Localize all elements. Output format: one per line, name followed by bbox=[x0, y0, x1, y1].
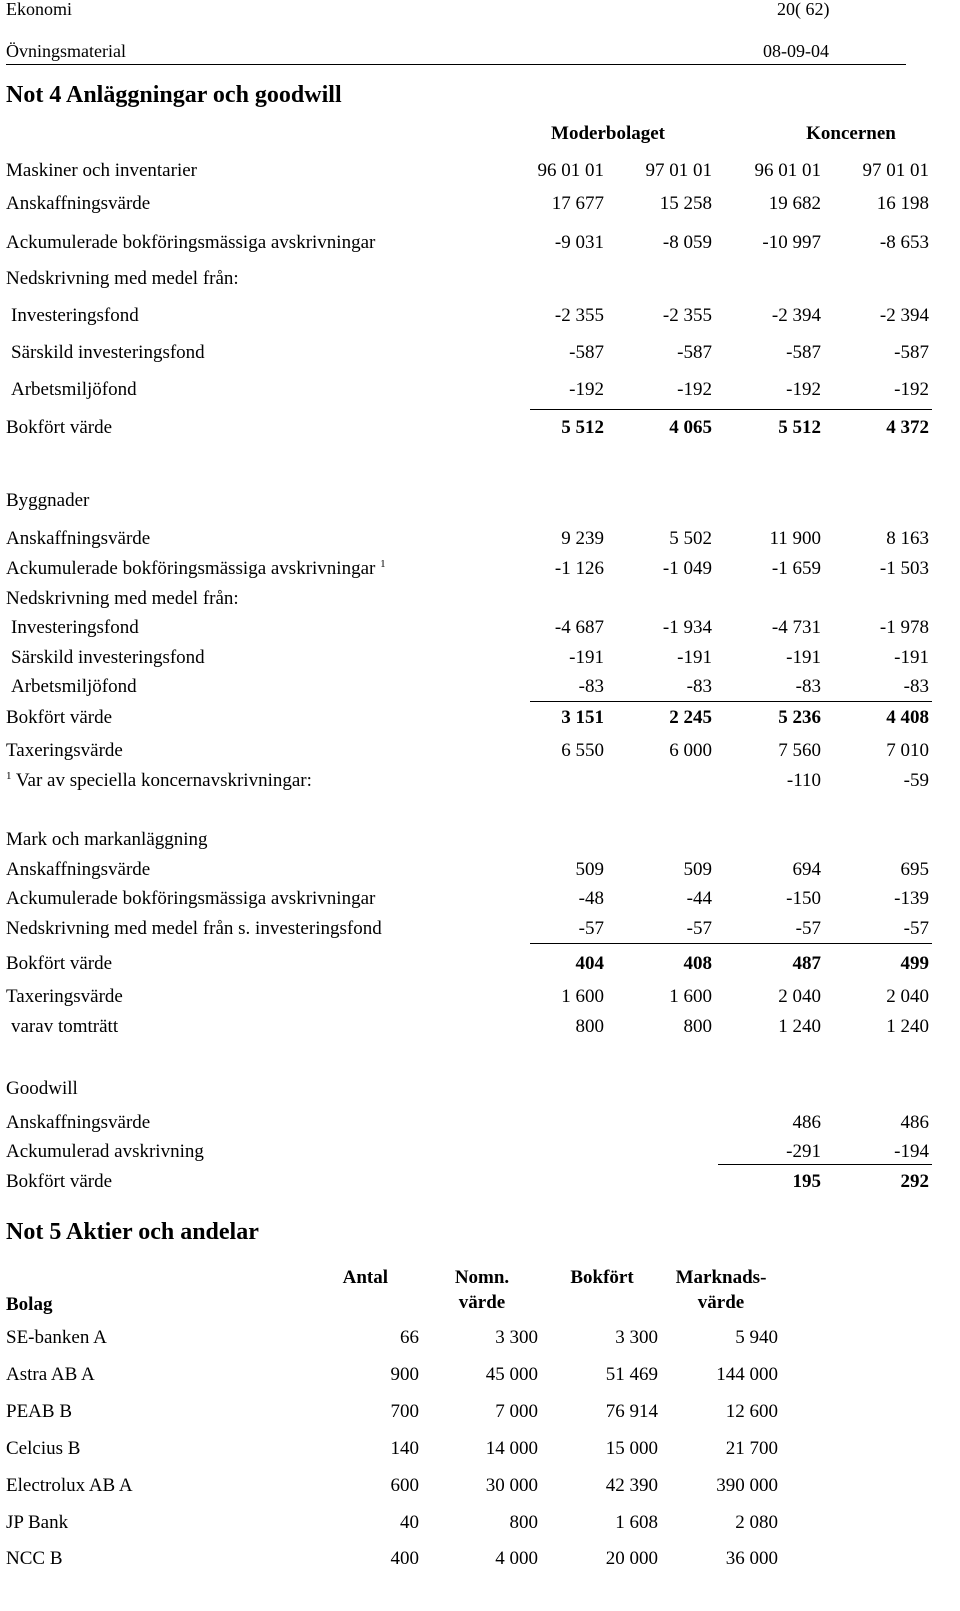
note4-title: Not 4 Anläggningar och goodwill bbox=[6, 82, 342, 108]
mark-cell: 1 600 bbox=[669, 986, 712, 1007]
mark-cell: 509 bbox=[575, 859, 604, 880]
mark-row-label: Taxeringsvärde bbox=[6, 986, 123, 1007]
maskiner-cell: -2 394 bbox=[879, 305, 929, 326]
mark-cell: 694 bbox=[792, 859, 821, 880]
mark-cell: -139 bbox=[894, 888, 929, 909]
byggnader-cell: 11 900 bbox=[769, 528, 821, 549]
maskiner-cell: -587 bbox=[786, 342, 821, 363]
stock-marknadsvarde: 36 000 bbox=[725, 1548, 778, 1569]
stock-marknadsvarde: 5 940 bbox=[735, 1327, 778, 1348]
byggnader-row-label: Särskild investeringsfond bbox=[11, 647, 205, 668]
goodwill-row-label: Ackumulerad avskrivning bbox=[6, 1141, 204, 1162]
maskiner-cell: 17 677 bbox=[551, 193, 604, 214]
stock-nomn-varde: 30 000 bbox=[485, 1475, 538, 1496]
byggnader-cell: -1 503 bbox=[879, 558, 929, 579]
maskiner-cell: 16 198 bbox=[876, 193, 929, 214]
mark-cell: 404 bbox=[575, 953, 604, 974]
mark-sum-rule bbox=[530, 943, 932, 944]
col-header-bolag: Bolag bbox=[6, 1294, 53, 1315]
byggnader-cell: -191 bbox=[894, 647, 929, 668]
group-header-moderbolaget: Moderbolaget bbox=[551, 123, 665, 144]
goodwill-cell: -194 bbox=[894, 1141, 929, 1162]
byggnader-cell: 9 239 bbox=[561, 528, 604, 549]
maskiner-row-label: Bokfört värde bbox=[6, 417, 113, 438]
maskiner-row-label: Nedskrivning med medel från: bbox=[6, 268, 239, 289]
byggnader-cell: 6 000 bbox=[669, 740, 712, 761]
mark-cell: -57 bbox=[903, 918, 929, 939]
col-header-nomn-line1: Nomn. bbox=[454, 1267, 510, 1288]
mark-cell: -44 bbox=[686, 888, 712, 909]
stock-name: Electrolux AB A bbox=[6, 1475, 133, 1496]
byggnader-sum-rule bbox=[530, 701, 932, 702]
byggnader-heading: Byggnader bbox=[6, 490, 90, 511]
stock-name: NCC B bbox=[6, 1548, 63, 1569]
mark-cell: -57 bbox=[686, 918, 712, 939]
stock-nomn-varde: 14 000 bbox=[485, 1438, 538, 1459]
byggnader-cell: 5 236 bbox=[778, 707, 821, 728]
mark-cell: 2 040 bbox=[886, 986, 929, 1007]
stock-antal: 600 bbox=[390, 1475, 419, 1496]
goodwill-cell: 486 bbox=[900, 1112, 929, 1133]
stock-bokfort: 15 000 bbox=[605, 1438, 658, 1459]
maskiner-cell: 4 372 bbox=[886, 417, 929, 438]
maskiner-cell: 5 512 bbox=[561, 417, 604, 438]
header-divider bbox=[6, 64, 906, 65]
maskiner-cell: -192 bbox=[786, 379, 821, 400]
goodwill-cell: -291 bbox=[786, 1141, 821, 1162]
stock-name: Celcius B bbox=[6, 1438, 81, 1459]
footnote-text: Var av speciella koncernavskrivningar: bbox=[15, 770, 312, 791]
byggnader-row-label: Nedskrivning med medel från: bbox=[6, 588, 239, 609]
mark-cell: -57 bbox=[578, 918, 604, 939]
maskiner-cell: 4 065 bbox=[669, 417, 712, 438]
maskiner-cell: 5 512 bbox=[778, 417, 821, 438]
byggnader-cell: 8 163 bbox=[886, 528, 929, 549]
stock-bokfort: 20 000 bbox=[605, 1548, 658, 1569]
byggnader-footnote-cell: -59 bbox=[903, 770, 929, 791]
stock-bokfort: 42 390 bbox=[605, 1475, 658, 1496]
footnote-marker: 1 bbox=[380, 558, 386, 570]
byggnader-cell: -191 bbox=[677, 647, 712, 668]
byggnader-cell: -4 687 bbox=[554, 617, 604, 638]
byggnader-footnote-label bbox=[6, 771, 312, 790]
stock-marknadsvarde: 21 700 bbox=[725, 1438, 778, 1459]
maskiner-cell: -2 355 bbox=[554, 305, 604, 326]
stock-antal: 66 bbox=[400, 1327, 419, 1348]
mark-cell: 800 bbox=[575, 1016, 604, 1037]
byggnader-cell: -1 978 bbox=[879, 617, 929, 638]
maskiner-cell: -8 653 bbox=[879, 232, 929, 253]
maskiner-date-header: 97 01 01 bbox=[645, 160, 712, 181]
byggnader-cell: -1 659 bbox=[771, 558, 821, 579]
maskiner-cell: 15 258 bbox=[659, 193, 712, 214]
col-header-nomn-line2: värde bbox=[458, 1292, 506, 1313]
maskiner-cell: 19 682 bbox=[768, 193, 821, 214]
stock-marknadsvarde: 390 000 bbox=[716, 1475, 778, 1496]
mark-cell: 487 bbox=[792, 953, 821, 974]
maskiner-sum-rule bbox=[530, 409, 932, 410]
stock-bokfort: 3 300 bbox=[615, 1327, 658, 1348]
maskiner-heading: Maskiner och inventarier bbox=[6, 160, 197, 181]
group-header-koncernen: Koncernen bbox=[806, 123, 896, 144]
maskiner-cell: -192 bbox=[894, 379, 929, 400]
maskiner-row-label: Anskaffningsvärde bbox=[6, 193, 151, 214]
stock-marknadsvarde: 2 080 bbox=[735, 1512, 778, 1533]
byggnader-cell: -83 bbox=[686, 676, 712, 697]
byggnader-cell: -191 bbox=[569, 647, 604, 668]
col-header-bokfort: Bokfört bbox=[570, 1267, 634, 1288]
maskiner-cell: -587 bbox=[677, 342, 712, 363]
maskiner-row-label: Investeringsfond bbox=[11, 305, 139, 326]
maskiner-cell: -2 355 bbox=[662, 305, 712, 326]
goodwill-heading: Goodwill bbox=[6, 1078, 78, 1099]
col-header-antal: Antal bbox=[342, 1267, 388, 1288]
goodwill-row-label: Anskaffningsvärde bbox=[6, 1112, 151, 1133]
byggnader-cell: -1 934 bbox=[662, 617, 712, 638]
byggnader-cell: -83 bbox=[578, 676, 604, 697]
footnote-marker: 1 bbox=[6, 770, 12, 782]
maskiner-cell: -192 bbox=[677, 379, 712, 400]
maskiner-cell: -587 bbox=[569, 342, 604, 363]
byggnader-row-label: Bokfört värde bbox=[6, 707, 113, 728]
mark-cell: 509 bbox=[683, 859, 712, 880]
maskiner-date-header: 96 01 01 bbox=[537, 160, 604, 181]
stock-name: SE-banken A bbox=[6, 1327, 107, 1348]
byggnader-cell: 7 010 bbox=[886, 740, 929, 761]
goodwill-cell: 195 bbox=[792, 1171, 821, 1192]
stock-bokfort: 51 469 bbox=[605, 1364, 658, 1385]
mark-heading: Mark och markanläggning bbox=[6, 829, 208, 850]
maskiner-cell: -8 059 bbox=[662, 232, 712, 253]
byggnader-row-label: Anskaffningsvärde bbox=[6, 528, 151, 549]
mark-row-label: Ackumulerade bokföringsmässiga avskrivningar bbox=[6, 888, 376, 909]
note5-title: Not 5 Aktier och andelar bbox=[6, 1219, 259, 1245]
byggnader-cell: 7 560 bbox=[778, 740, 821, 761]
mark-row-label: Bokfört värde bbox=[6, 953, 113, 974]
stock-antal: 700 bbox=[390, 1401, 419, 1422]
mark-cell: 695 bbox=[900, 859, 929, 880]
mark-cell: -48 bbox=[578, 888, 604, 909]
byggnader-cell: 3 151 bbox=[561, 707, 604, 728]
header-subject: Ekonomi bbox=[6, 0, 72, 19]
stock-marknadsvarde: 12 600 bbox=[725, 1401, 778, 1422]
stock-name: PEAB B bbox=[6, 1401, 72, 1422]
mark-row-label: Nedskrivning med medel från s. investeringsfond bbox=[6, 918, 382, 939]
stock-name: Astra AB A bbox=[6, 1364, 95, 1385]
col-header-marknad-line2: värde bbox=[697, 1292, 745, 1313]
mark-cell: 2 040 bbox=[778, 986, 821, 1007]
maskiner-row-label: Ackumulerade bokföringsmässiga avskrivningar bbox=[6, 232, 376, 253]
stock-marknadsvarde: 144 000 bbox=[716, 1364, 778, 1385]
maskiner-date-header: 96 01 01 bbox=[754, 160, 821, 181]
stock-antal: 900 bbox=[390, 1364, 419, 1385]
goodwill-cell: 486 bbox=[792, 1112, 821, 1133]
mark-cell: 499 bbox=[900, 953, 929, 974]
byggnader-cell: -83 bbox=[903, 676, 929, 697]
mark-cell: -150 bbox=[786, 888, 821, 909]
stock-nomn-varde: 7 000 bbox=[495, 1401, 538, 1422]
maskiner-cell: -10 997 bbox=[762, 232, 821, 253]
stock-name: JP Bank bbox=[6, 1512, 69, 1533]
mark-cell: 1 240 bbox=[886, 1016, 929, 1037]
byggnader-row-label: Ackumulerade bokföringsmässiga avskrivningar $^1$ bbox=[6, 558, 386, 579]
stock-antal: 140 bbox=[390, 1438, 419, 1459]
byggnader-cell: -1 126 bbox=[554, 558, 604, 579]
mark-cell: 800 bbox=[683, 1016, 712, 1037]
goodwill-sum-rule bbox=[718, 1164, 932, 1165]
byggnader-cell: -83 bbox=[795, 676, 821, 697]
mark-cell: 1 240 bbox=[778, 1016, 821, 1037]
stock-nomn-varde: 3 300 bbox=[495, 1327, 538, 1348]
header-page-number: 20( 62) bbox=[777, 0, 830, 19]
byggnader-cell: -4 731 bbox=[771, 617, 821, 638]
maskiner-cell: -2 394 bbox=[771, 305, 821, 326]
mark-row-label: varav tomträtt bbox=[11, 1016, 119, 1037]
mark-cell: 408 bbox=[683, 953, 712, 974]
byggnader-cell: 2 245 bbox=[669, 707, 712, 728]
byggnader-footnote-cell: -110 bbox=[786, 770, 821, 791]
byggnader-cell: 4 408 bbox=[886, 707, 929, 728]
header-date: 08-09-04 bbox=[763, 41, 829, 61]
stock-nomn-varde: 45 000 bbox=[485, 1364, 538, 1385]
byggnader-cell: -1 049 bbox=[662, 558, 712, 579]
byggnader-row-label: Arbetsmiljöfond bbox=[11, 676, 137, 697]
maskiner-cell: -192 bbox=[569, 379, 604, 400]
col-header-marknad-line1: Marknads- bbox=[675, 1267, 767, 1288]
mark-row-label: Anskaffningsvärde bbox=[6, 859, 151, 880]
stock-antal: 40 bbox=[400, 1512, 419, 1533]
stock-bokfort: 1 608 bbox=[615, 1512, 658, 1533]
stock-nomn-varde: 800 bbox=[509, 1512, 538, 1533]
goodwill-row-label: Bokfört värde bbox=[6, 1171, 113, 1192]
maskiner-cell: -587 bbox=[894, 342, 929, 363]
mark-cell: -57 bbox=[795, 918, 821, 939]
byggnader-cell: -191 bbox=[786, 647, 821, 668]
byggnader-cell: 5 502 bbox=[669, 528, 712, 549]
maskiner-cell: -9 031 bbox=[554, 232, 604, 253]
byggnader-row-label: Taxeringsvärde bbox=[6, 740, 123, 761]
header-material: Övningsmaterial bbox=[6, 41, 126, 61]
mark-cell: 1 600 bbox=[561, 986, 604, 1007]
stock-antal: 400 bbox=[390, 1548, 419, 1569]
maskiner-row-label: Arbetsmiljöfond bbox=[11, 379, 137, 400]
maskiner-row-label: Särskild investeringsfond bbox=[11, 342, 205, 363]
byggnader-cell: 6 550 bbox=[561, 740, 604, 761]
maskiner-date-header: 97 01 01 bbox=[862, 160, 929, 181]
stock-nomn-varde: 4 000 bbox=[495, 1548, 538, 1569]
goodwill-cell: 292 bbox=[900, 1171, 929, 1192]
byggnader-row-label: Investeringsfond bbox=[11, 617, 139, 638]
stock-bokfort: 76 914 bbox=[605, 1401, 658, 1422]
